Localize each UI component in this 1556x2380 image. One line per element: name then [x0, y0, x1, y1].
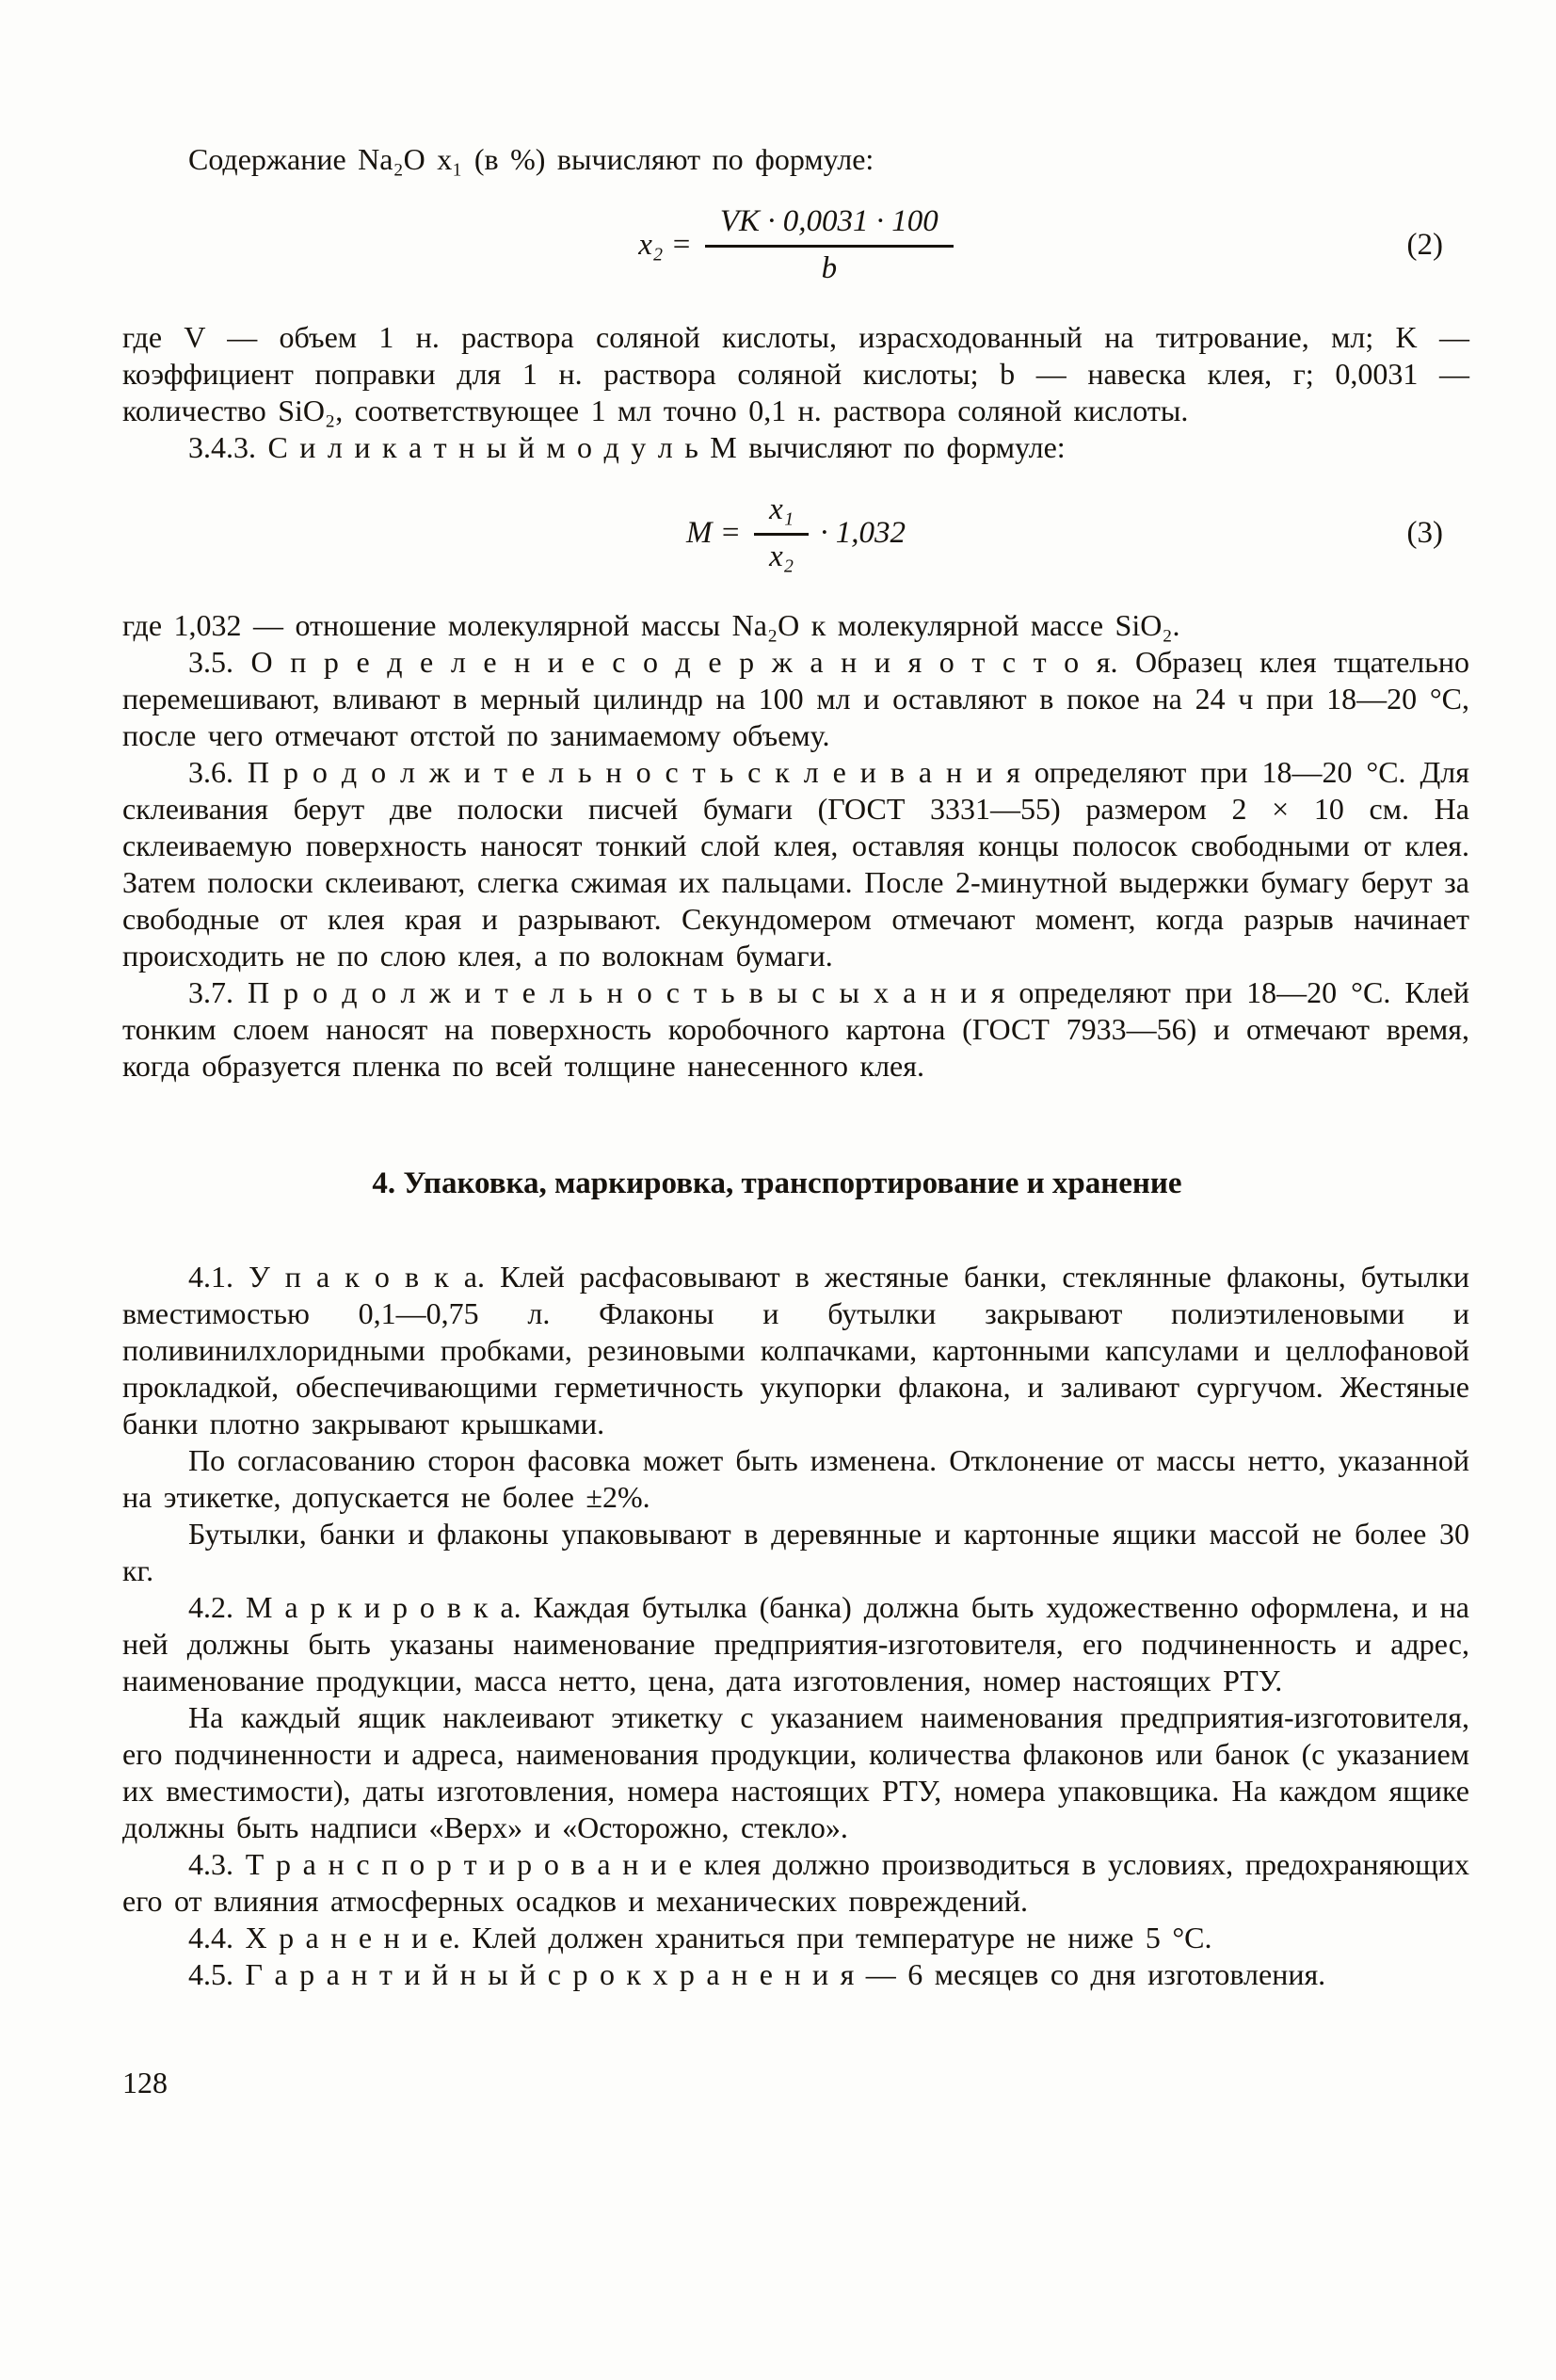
- paragraph: 4.2. М а р к и р о в к а. Каждая бутылка (банка) должна быть художественно оформлена, и на ней должны быть указаны наименование предприятия-изготовителя, его подчиненность и адрес, наименование продукции, масса нетто, цена, дата изготовления, номер настоящих РТУ.: [122, 1589, 1469, 1697]
- paragraph: 3.6. П р о д о л ж и т е л ь н о с т ь с к л е и в а н и я определяют при 18—20 °С. Для склеивания берут две полоски писчей бумаги (ГОСТ 3331—55) размером 2 × 10 см. На склеиваемую поверхность наносят тонкий слой клея, оставляя концы полосок свободными от клея. Затем полоски склеивают, слегка сжимая их пальцами. После 2-минутной выдержки бумагу берут за свободные от клея края и разрывают. Секундомером отмечают момент, когда разрыв начинает происходить не по слою клея, а по волокнам бумаги.: [122, 754, 1469, 973]
- paragraph: По согласованию сторон фасовка может быть изменена. Отклонение от массы нетто, указанной на этикетке, допускается не более ±2%.: [122, 1442, 1469, 1514]
- formula-lhs: M =: [686, 515, 742, 550]
- formula-denominator: b: [821, 250, 838, 285]
- paragraph: 3.7. П р о д о л ж и т е л ь н о с т ь в ы с ы х а н и я определяют при 18—20 °С. Клей тонким слоем наносят на поверхность коробочного картона (ГОСТ 7933—56) и отмечают время, когда образуется пленка по всей толщине нанесенного клея.: [122, 974, 1469, 1083]
- formula-label: (3): [1406, 515, 1443, 550]
- paragraph: На каждый ящик наклеивают этикетку с указанием наименования предприятия-изготовителя, его подчиненности и адреса, наименования продукции, количества флаконов или банок (с указанием их вместимости), даты изготовления, номера настоящих РТУ, номера упаковщика. На каждом ящике должны быть надписи «Верх» и «Осторожно, стекло».: [122, 1699, 1469, 1844]
- fraction: [754, 492, 809, 575]
- paragraph: где V — объем 1 н. раствора соляной кислоты, израсходованный на титрование, мл; K — коэффициент поправки для 1 н. раствора соляной кислоты; b — навеска клея, г; 0,0031 — количество SiO₂, соответствующее 1 мл точно 0,1 н. раствора соляной кислоты.: [122, 319, 1469, 427]
- paragraph: 3.5. О п р е д е л е н и е с о д е р ж а н и я о т с т о я. Образец клея тщательно перемешивают, вливают в мерный цилиндр на 100 мл и оставляют в покое на 24 ч при 18—20 °С, после чего отмечают отстой по занимаемому объему.: [122, 644, 1469, 752]
- paragraph: 4.3. Т р а н с п о р т и р о в а н и е клея должно производиться в условиях, предохраняющих его от влияния атмосферных осадков и механических повреждений.: [122, 1846, 1469, 1918]
- paragraph: Содержание Na₂O x₁ (в %) вычисляют по формуле:: [188, 142, 874, 176]
- formula-label: (2): [1406, 227, 1443, 262]
- paragraph: 4.1. У п а к о в к а. Клей расфасовывают в жестяные банки, стеклянные флаконы, бутылки вместимостью 0,1—0,75 л. Флаконы и бутылки закрывают полиэтиленовыми и поливинилхлоридными пробками, резиновыми колпачками, картонными капсулами и целлофановой прокладкой, обеспечивающими герметичность укупорки флакона, и заливают сургучом. Жестяные банки плотно закрывают крышками.: [122, 1259, 1469, 1440]
- formula: [122, 204, 1469, 287]
- formula-numerator: x₁: [754, 492, 809, 536]
- paragraph: где 1,032 — отношение молекулярной массы Na₂O к молекулярной массе SiO₂.: [122, 607, 1180, 642]
- page-number: 128: [122, 2065, 168, 2099]
- paragraph: 3.4.3. С и л и к а т н ы й м о д у л ь М вычисляют по формуле:: [188, 429, 1066, 464]
- formula-numerator: VK · 0,0031 · 100: [705, 204, 954, 248]
- paragraph: 4.5. Г а р а н т и й н ы й с р о к х р а н е н и я — 6 месяцев со дня изготовления.: [188, 1956, 1326, 1991]
- document-blocks: [122, 141, 1469, 2101]
- paragraph: 4.4. Х р а н е н и е. Клей должен храниться при температуре не ниже 5 °С.: [188, 1920, 1212, 1954]
- formula: [122, 492, 1469, 575]
- formula-denominator: x₂: [769, 539, 794, 573]
- section-heading: 4. Упаковка, маркировка, транспортирование и хранение: [372, 1166, 1182, 1200]
- fraction: [705, 204, 954, 287]
- formula-lhs: x₂ =: [638, 227, 692, 262]
- paragraph: Бутылки, банки и флаконы упаковывают в деревянные и картонные ящики массой не более 30 кг.: [122, 1516, 1469, 1587]
- formula-suffix: · 1,032: [820, 515, 906, 550]
